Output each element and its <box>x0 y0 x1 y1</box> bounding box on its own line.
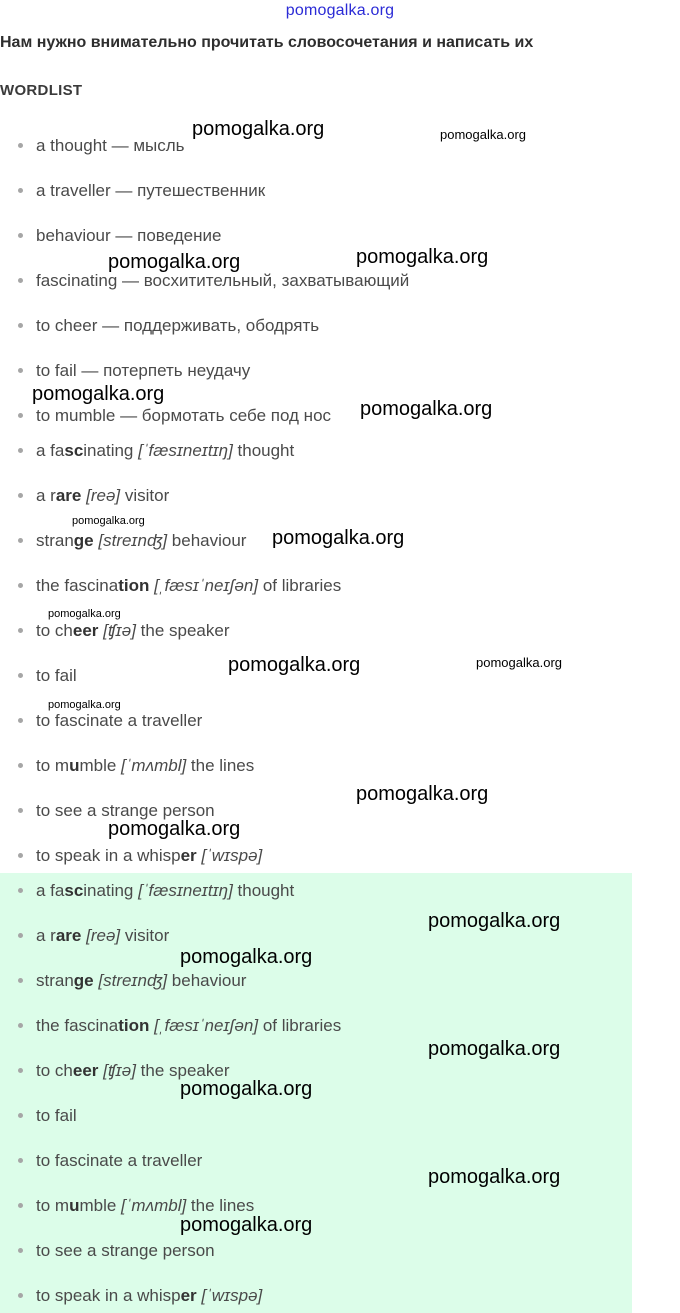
stressed-letters: u <box>69 1196 80 1215</box>
phrase-text: to fascinate a traveller <box>36 1151 203 1170</box>
phrase-text: thought <box>232 441 295 460</box>
transcription: [ʧɪə] <box>103 621 136 640</box>
bullet-icon <box>18 888 23 893</box>
bullet-icon <box>18 1068 23 1073</box>
watermark-text: pomogalka.org <box>180 1078 313 1100</box>
bullet-icon <box>18 933 23 938</box>
phrase-text: the lines <box>186 1196 255 1215</box>
watermark-text: pomogalka.org <box>476 655 562 670</box>
phrase-text: to m <box>36 756 70 775</box>
transcription: [ˈmʌmbl] <box>121 1196 187 1215</box>
transcription: [ʧɪə] <box>103 1061 136 1080</box>
phrase-text: mble <box>79 756 122 775</box>
bullet-icon <box>18 673 23 678</box>
stressed-letters: er <box>180 1286 197 1305</box>
watermark-text: pomogalka.org <box>272 527 405 549</box>
stressed-letters: eer <box>72 1061 99 1080</box>
phrase-text: behaviour — поведение <box>36 226 222 245</box>
phrase-text: to fascinate a traveller <box>36 711 203 730</box>
transcription: [streɪnʤ] <box>98 971 168 990</box>
phrase-item-highlighted <box>18 1105 77 1127</box>
phrase-item <box>18 620 229 642</box>
watermark-text: pomogalka.org <box>48 608 121 620</box>
transcription: [ˈfæsɪneɪtɪŋ] <box>138 441 233 460</box>
phrase-text: to see a strange person <box>36 1241 215 1260</box>
phrase-text: a thought — мысль <box>36 136 185 155</box>
stressed-letters: er <box>180 846 197 865</box>
bullet-icon <box>18 718 23 723</box>
phrase-item <box>18 845 262 867</box>
bullet-icon <box>18 1203 23 1208</box>
phrase-text: to fail <box>36 1106 77 1125</box>
phrase-item-highlighted <box>18 880 294 902</box>
phrase-text: stran <box>36 531 74 550</box>
phrase-item-highlighted <box>18 1240 215 1262</box>
bullet-icon <box>18 368 23 373</box>
bullet-icon <box>18 188 23 193</box>
watermark-text: pomogalka.org <box>192 118 325 140</box>
phrase-item <box>18 755 254 777</box>
transcription: [ˌfæsɪˈneɪʃən] <box>154 576 259 595</box>
bullet-icon <box>18 978 23 983</box>
stressed-letters: sc <box>64 881 84 900</box>
bullet-icon <box>18 763 23 768</box>
phrase-text: thought <box>232 881 295 900</box>
bullet-icon <box>18 1158 23 1163</box>
phrase-item <box>18 440 294 462</box>
bullet-icon <box>18 448 23 453</box>
stressed-letters: are <box>55 926 82 945</box>
phrase-item-highlighted <box>18 1015 341 1037</box>
bullet-icon <box>18 1248 23 1253</box>
bullet-icon <box>18 628 23 633</box>
bullet-icon <box>18 1023 23 1028</box>
instruction-heading: Нам нужно внимательно прочитать словосочетания и написать их <box>0 34 534 51</box>
bullet-icon <box>18 233 23 238</box>
phrase-text: the speaker <box>135 1061 230 1080</box>
stressed-letters: tion <box>118 576 150 595</box>
phrase-text: a traveller — путешественник <box>36 181 266 200</box>
watermark-text: pomogalka.org <box>356 783 489 805</box>
transcription: [streɪnʤ] <box>98 531 168 550</box>
stressed-letters: ge <box>73 531 94 550</box>
phrase-text: visitor <box>120 486 170 505</box>
phrase-text: to see a strange person <box>36 801 215 820</box>
watermark-text: pomogalka.org <box>428 1038 561 1060</box>
phrase-text: a fa <box>36 881 65 900</box>
bullet-icon <box>18 143 23 148</box>
phrase-text: fascinating — восхитительный, захватывающий <box>36 271 410 290</box>
stressed-letters: eer <box>72 621 99 640</box>
bullet-icon <box>18 538 23 543</box>
watermark-text: pomogalka.org <box>32 383 165 405</box>
watermark-text: pomogalka.org <box>180 946 313 968</box>
phrase-text: to m <box>36 1196 70 1215</box>
transcription: [ˌfæsɪˈneɪʃən] <box>154 1016 259 1035</box>
phrase-item-highlighted <box>18 925 169 947</box>
watermark-text: pomogalka.org <box>48 699 121 711</box>
stressed-letters: are <box>55 486 82 505</box>
phrase-item-highlighted <box>18 970 246 992</box>
bullet-icon <box>18 1113 23 1118</box>
phrase-item <box>18 710 202 732</box>
transcription: [reə] <box>86 486 121 505</box>
bullet-icon <box>18 413 23 418</box>
phrase-text: the lines <box>186 756 255 775</box>
phrase-text: to speak in a whisp <box>36 1286 181 1305</box>
phrase-text: a r <box>36 926 56 945</box>
phrase-text: stran <box>36 971 74 990</box>
section-title: WORDLIST <box>0 82 83 99</box>
vocabulary-item <box>18 315 319 337</box>
phrase-item <box>18 530 246 552</box>
vocabulary-item <box>18 180 265 202</box>
phrase-text: a r <box>36 486 56 505</box>
phrase-text: to ch <box>36 621 73 640</box>
bullet-icon <box>18 853 23 858</box>
vocabulary-item <box>18 360 250 382</box>
bullet-icon <box>18 1293 23 1298</box>
transcription: [ˈwɪspə] <box>201 1286 263 1305</box>
phrase-item <box>18 665 77 687</box>
bullet-icon <box>18 583 23 588</box>
watermark-text: pomogalka.org <box>440 127 526 142</box>
phrase-text: to fail — потерпеть неудачу <box>36 361 251 380</box>
transcription: [ˈmʌmbl] <box>121 756 187 775</box>
watermark-text: pomogalka.org <box>360 398 493 420</box>
phrase-text: to cheer — поддерживать, ободрять <box>36 316 320 335</box>
transcription: [reə] <box>86 926 121 945</box>
watermark-text: pomogalka.org <box>108 251 241 273</box>
phrase-text: of libraries <box>258 1016 342 1035</box>
vocabulary-item <box>18 135 185 157</box>
bullet-icon <box>18 323 23 328</box>
phrase-text: the fascina <box>36 1016 119 1035</box>
phrase-text: behaviour <box>167 531 247 550</box>
phrase-text: inating <box>83 441 139 460</box>
phrase-text: to mumble — бормотать себе под нос <box>36 406 332 425</box>
watermark-text: pomogalka.org <box>428 1166 561 1188</box>
bullet-icon <box>18 808 23 813</box>
stressed-letters: ge <box>73 971 94 990</box>
phrase-text: to speak in a whisp <box>36 846 181 865</box>
transcription: [ˈfæsɪneɪtɪŋ] <box>138 881 233 900</box>
phrase-item <box>18 485 169 507</box>
phrase-text: visitor <box>120 926 170 945</box>
phrase-text: to fail <box>36 666 77 685</box>
phrase-text: behaviour <box>167 971 247 990</box>
transcription: [ˈwɪspə] <box>201 846 263 865</box>
phrase-item <box>18 575 341 597</box>
phrase-text: of libraries <box>258 576 342 595</box>
stressed-letters: sc <box>64 441 84 460</box>
phrase-text: the fascina <box>36 576 119 595</box>
vocabulary-item <box>18 405 331 427</box>
site-logo: pomogalka.org <box>285 2 395 19</box>
stressed-letters: u <box>69 756 80 775</box>
watermark-text: pomogalka.org <box>180 1214 313 1236</box>
watermark-text: pomogalka.org <box>356 246 489 268</box>
bullet-icon <box>18 493 23 498</box>
stressed-letters: tion <box>118 1016 150 1035</box>
phrase-item-highlighted <box>18 1150 202 1172</box>
watermark-text: pomogalka.org <box>428 910 561 932</box>
vocabulary-item <box>18 225 221 247</box>
phrase-text: a fa <box>36 441 65 460</box>
phrase-text: mble <box>79 1196 122 1215</box>
watermark-text: pomogalka.org <box>228 654 361 676</box>
phrase-item-highlighted <box>18 1285 262 1307</box>
watermark-text: pomogalka.org <box>72 515 145 527</box>
phrase-text: to ch <box>36 1061 73 1080</box>
phrase-text: inating <box>83 881 139 900</box>
watermark-text: pomogalka.org <box>108 818 241 840</box>
phrase-text: the speaker <box>135 621 230 640</box>
bullet-icon <box>18 278 23 283</box>
